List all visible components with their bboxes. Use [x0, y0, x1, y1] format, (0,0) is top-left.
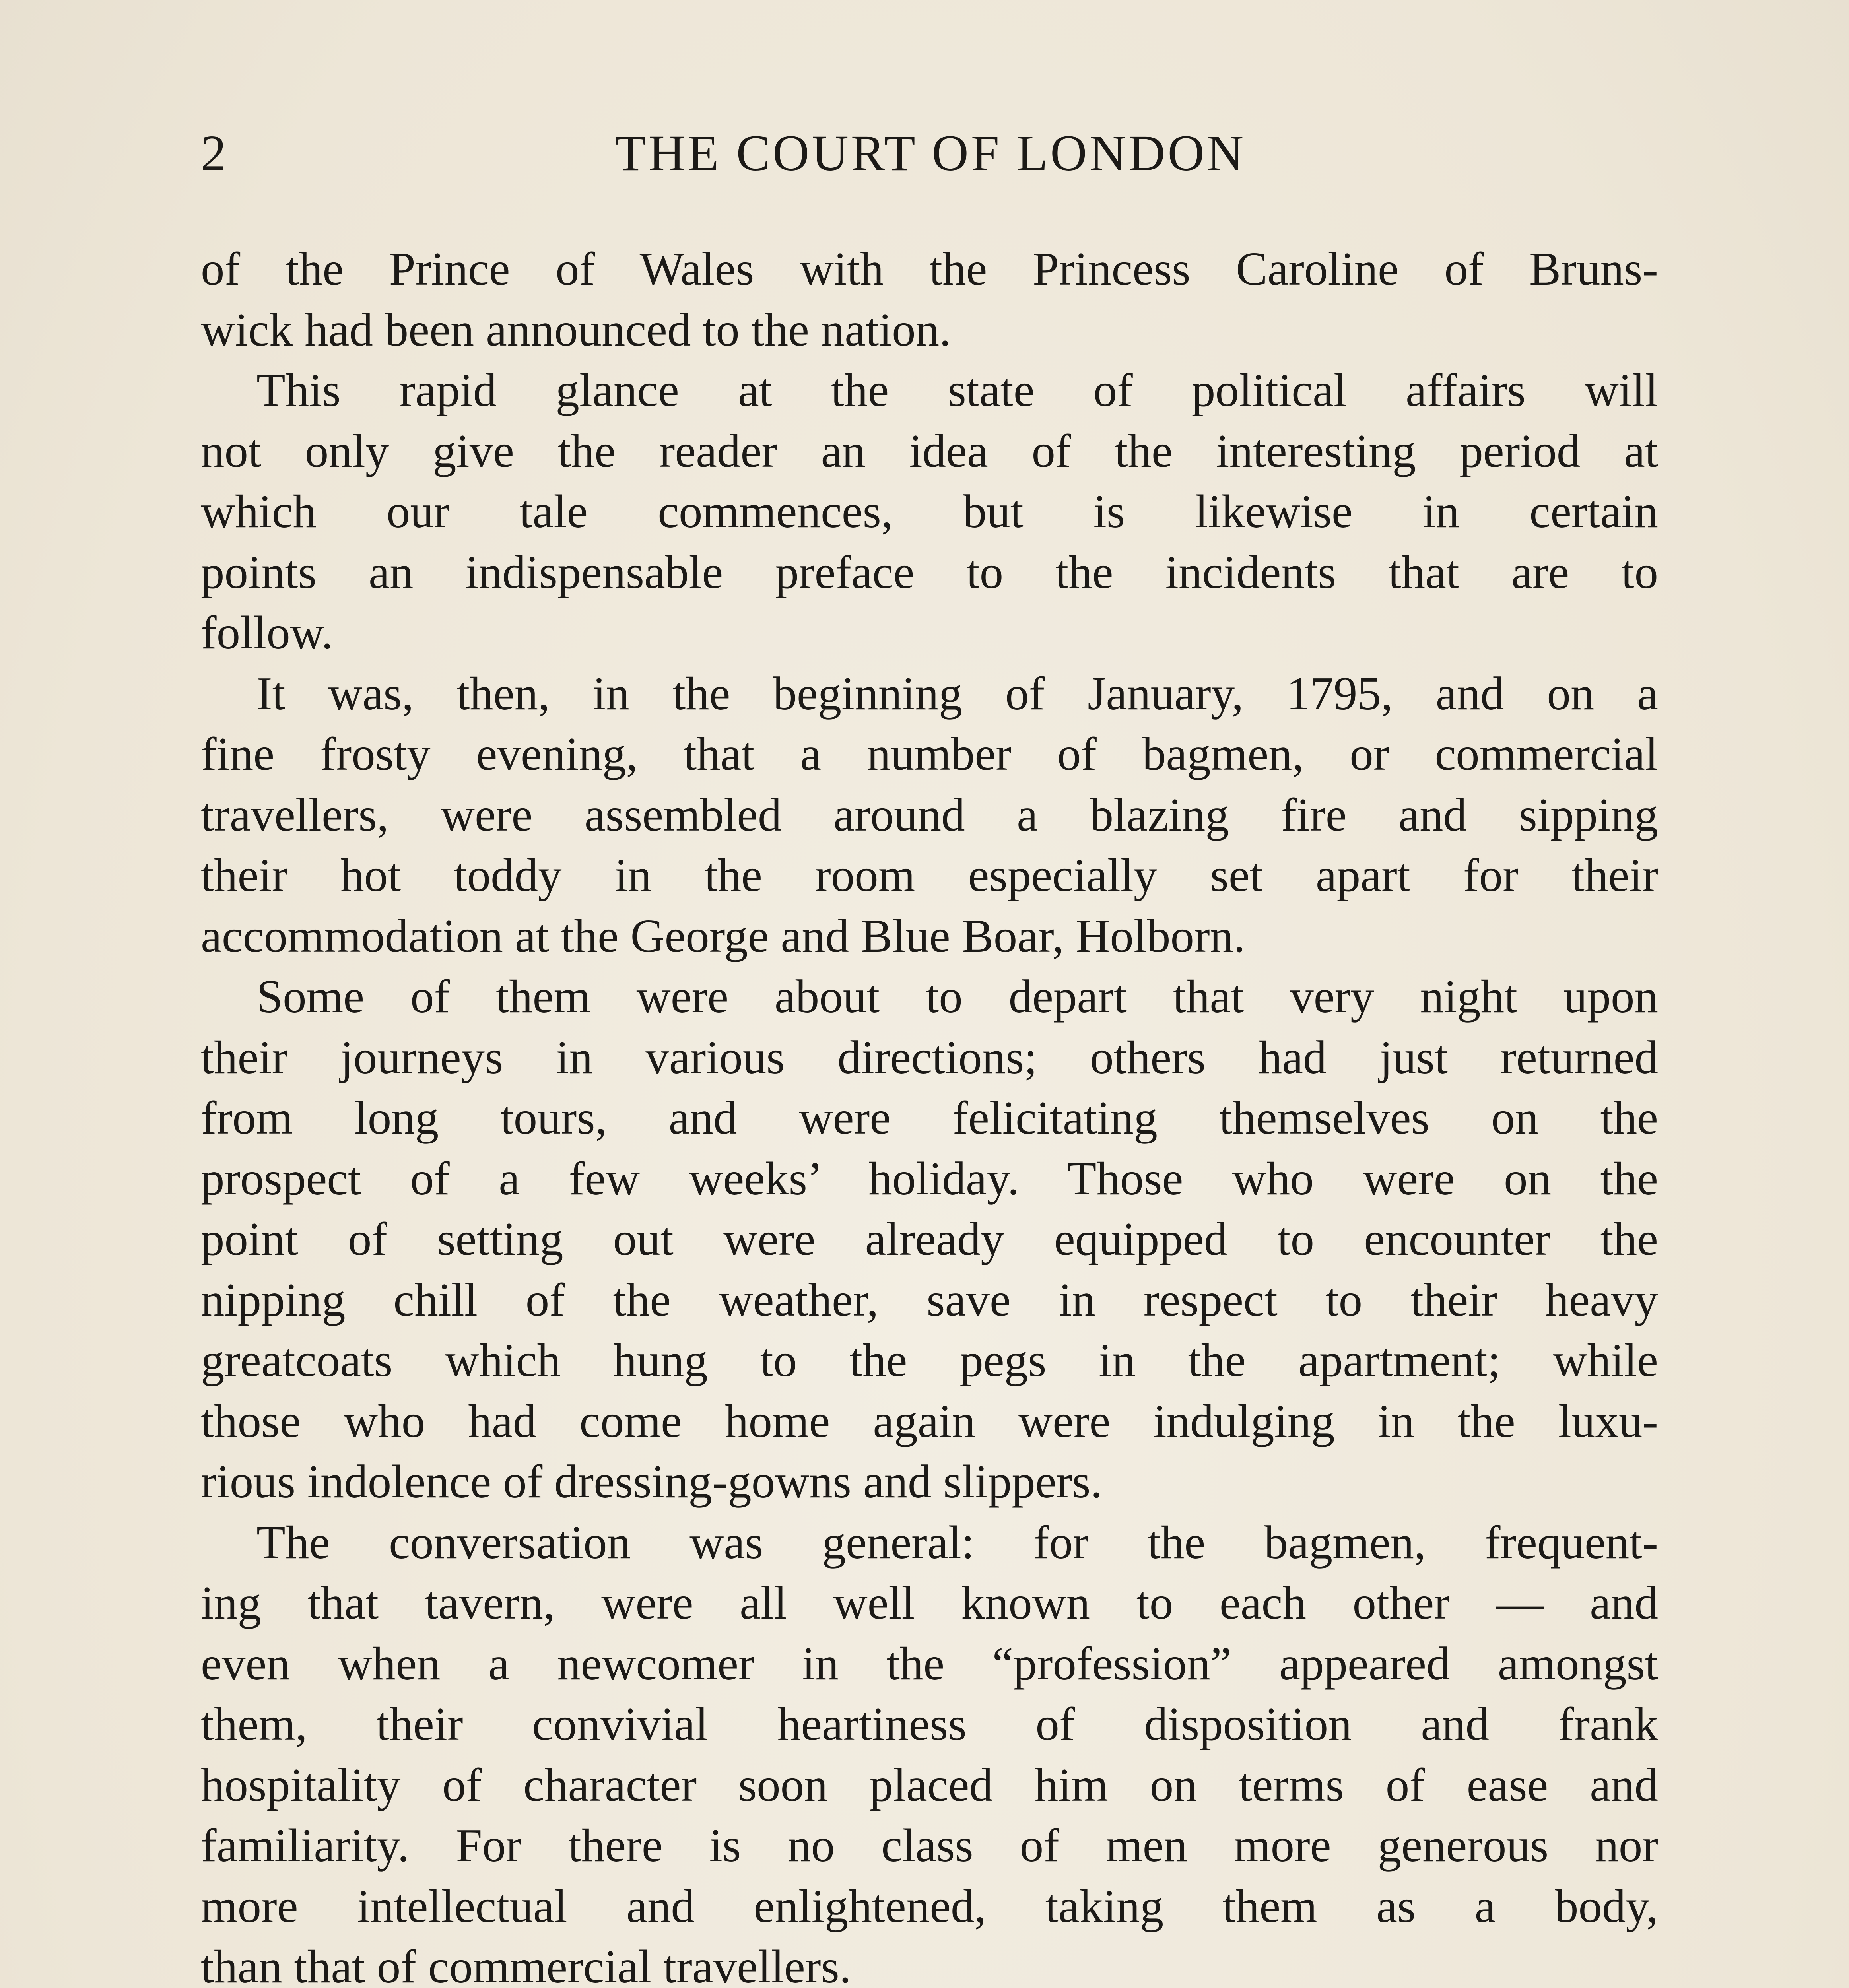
text-line: This rapid glance at the state of political affairs will — [256, 364, 1658, 416]
text-line: follow. — [201, 606, 333, 659]
text-line: familiarity. For there is no class of men more generous nor — [201, 1819, 1658, 1872]
text-line: The conversation was general: for the bagmen, frequent- — [256, 1516, 1658, 1569]
body-text — [201, 239, 1658, 1988]
text-line: not only give the reader an idea of the interesting period at — [201, 424, 1658, 477]
text-line: their hot toddy in the room especially set apart for their — [201, 849, 1658, 901]
text-line: more intellectual and enlightened, taking them as a body, — [201, 1879, 1658, 1932]
text-line: them, their convivial heartiness of disposition and frank — [201, 1698, 1658, 1750]
text-line: of the Prince of Wales with the Princess Caroline of Bruns- — [201, 243, 1658, 295]
text-line: than that of commercial travellers. — [201, 1940, 851, 1988]
text-line: rious indolence of dressing-gowns and slippers. — [201, 1455, 1103, 1508]
text-line: Some of them were about to depart that very night upon — [256, 970, 1658, 1023]
text-line: even when a newcomer in the “profession” appeared amongst — [201, 1637, 1658, 1690]
text-line: It was, then, in the beginning of January, 1795, and on a — [256, 667, 1658, 720]
text-line: from long tours, and were felicitating themselves on the — [201, 1091, 1658, 1144]
running-title: THE COURT OF LONDON — [615, 125, 1246, 181]
text-line: those who had come home again were indulging in the luxu- — [201, 1394, 1658, 1447]
text-line: hospitality of character soon placed him on terms of ease and — [201, 1758, 1658, 1811]
text-line: fine frosty evening, that a number of bagmen, or commercial — [201, 728, 1658, 780]
running-head — [201, 119, 1660, 187]
text-line: ing that tavern, were all well known to each other — and — [201, 1576, 1658, 1629]
text-line: travellers, were assembled around a blazing fire and sipping — [201, 788, 1658, 841]
text-line: wick had been announced to the nation. — [201, 303, 951, 356]
page-number: 2 — [201, 125, 228, 181]
text-line: their journeys in various directions; others had just returned — [201, 1031, 1658, 1083]
text-line: points an indispensable preface to the incidents that are to — [201, 546, 1658, 598]
text-line: accommodation at the George and Blue Boar, Holborn. — [201, 909, 1245, 962]
text-line: which our tale commences, but is likewise in certain — [201, 485, 1658, 538]
text-line: prospect of a few weeks’ holiday. Those who were on the — [201, 1152, 1658, 1205]
text-line: point of setting out were already equipped to encounter the — [201, 1213, 1658, 1265]
text-line: nipping chill of the weather, save in respect to their heavy — [201, 1273, 1658, 1326]
text-line: greatcoats which hung to the pegs in the apartment; while — [201, 1334, 1658, 1386]
